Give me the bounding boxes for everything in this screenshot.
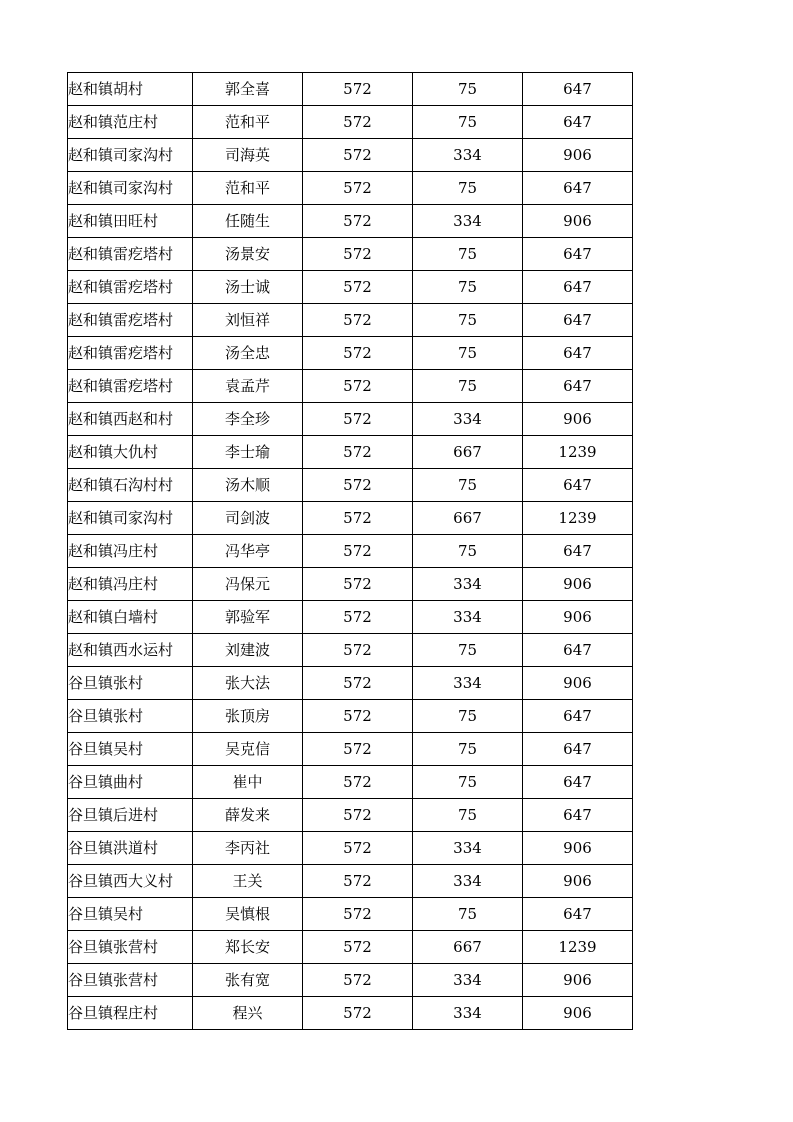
location-cell: 赵和镇司家沟村 [68,502,193,535]
total-cell: 906 [523,403,633,436]
amount-b-cell: 334 [413,139,523,172]
total-cell: 1239 [523,931,633,964]
name-cell: 冯保元 [193,568,303,601]
table-row [68,634,633,667]
location-cell: 谷旦镇吴村 [68,898,193,931]
total-cell: 647 [523,106,633,139]
total-cell: 906 [523,568,633,601]
table-row [68,766,633,799]
amount-a-cell: 572 [303,337,413,370]
location-cell: 谷旦镇洪道村 [68,832,193,865]
amount-b-cell: 667 [413,502,523,535]
location-cell: 谷旦镇张村 [68,667,193,700]
location-cell: 赵和镇雷疙塔村 [68,271,193,304]
total-cell: 647 [523,271,633,304]
amount-b-cell: 334 [413,865,523,898]
total-cell: 647 [523,799,633,832]
location-cell: 赵和镇胡村 [68,73,193,106]
location-cell: 谷旦镇吴村 [68,733,193,766]
name-cell: 冯华亭 [193,535,303,568]
amount-b-cell: 75 [413,898,523,931]
amount-a-cell: 572 [303,436,413,469]
amount-a-cell: 572 [303,601,413,634]
table-row [68,733,633,766]
name-cell: 郑长安 [193,931,303,964]
amount-b-cell: 334 [413,568,523,601]
total-cell: 647 [523,172,633,205]
table-row [68,172,633,205]
name-cell: 薛发来 [193,799,303,832]
amount-a-cell: 572 [303,568,413,601]
name-cell: 李丙社 [193,832,303,865]
total-cell: 906 [523,997,633,1030]
data-table [67,72,633,1030]
name-cell: 吴克信 [193,733,303,766]
location-cell: 赵和镇雷疙塔村 [68,337,193,370]
location-cell: 赵和镇司家沟村 [68,139,193,172]
amount-b-cell: 667 [413,436,523,469]
amount-a-cell: 572 [303,799,413,832]
location-cell: 赵和镇范庄村 [68,106,193,139]
total-cell: 647 [523,73,633,106]
table-row [68,601,633,634]
amount-a-cell: 572 [303,931,413,964]
amount-b-cell: 667 [413,931,523,964]
amount-b-cell: 75 [413,700,523,733]
table-row [68,898,633,931]
name-cell: 刘恒祥 [193,304,303,337]
table-row [68,469,633,502]
total-cell: 906 [523,205,633,238]
amount-b-cell: 75 [413,766,523,799]
total-cell: 647 [523,733,633,766]
name-cell: 汤全忠 [193,337,303,370]
name-cell: 程兴 [193,997,303,1030]
amount-a-cell: 572 [303,898,413,931]
location-cell: 赵和镇雷疙塔村 [68,370,193,403]
amount-b-cell: 75 [413,304,523,337]
total-cell: 647 [523,535,633,568]
amount-b-cell: 334 [413,403,523,436]
amount-b-cell: 75 [413,106,523,139]
amount-b-cell: 334 [413,964,523,997]
name-cell: 郭全喜 [193,73,303,106]
amount-b-cell: 75 [413,733,523,766]
total-cell: 647 [523,370,633,403]
name-cell: 范和平 [193,172,303,205]
table-body [68,73,633,1030]
amount-a-cell: 572 [303,271,413,304]
table-row [68,106,633,139]
location-cell: 赵和镇大仇村 [68,436,193,469]
table-row [68,205,633,238]
total-cell: 906 [523,601,633,634]
total-cell: 647 [523,700,633,733]
location-cell: 赵和镇冯庄村 [68,535,193,568]
name-cell: 崔中 [193,766,303,799]
location-cell: 谷旦镇后进村 [68,799,193,832]
amount-b-cell: 334 [413,205,523,238]
amount-b-cell: 75 [413,73,523,106]
total-cell: 906 [523,139,633,172]
total-cell: 647 [523,469,633,502]
name-cell: 袁孟芹 [193,370,303,403]
location-cell: 赵和镇雷疙塔村 [68,304,193,337]
total-cell: 647 [523,634,633,667]
table-row [68,403,633,436]
amount-b-cell: 334 [413,832,523,865]
name-cell: 汤木顺 [193,469,303,502]
amount-a-cell: 572 [303,469,413,502]
table-row [68,700,633,733]
amount-b-cell: 75 [413,799,523,832]
amount-a-cell: 572 [303,502,413,535]
location-cell: 赵和镇白墙村 [68,601,193,634]
amount-b-cell: 75 [413,469,523,502]
table-row [68,832,633,865]
amount-a-cell: 572 [303,73,413,106]
amount-a-cell: 572 [303,172,413,205]
total-cell: 647 [523,766,633,799]
amount-b-cell: 75 [413,271,523,304]
amount-a-cell: 572 [303,106,413,139]
total-cell: 906 [523,865,633,898]
name-cell: 汤士诚 [193,271,303,304]
table-row [68,502,633,535]
name-cell: 任随生 [193,205,303,238]
amount-a-cell: 572 [303,766,413,799]
table-row [68,865,633,898]
amount-a-cell: 572 [303,634,413,667]
total-cell: 906 [523,964,633,997]
amount-a-cell: 572 [303,370,413,403]
name-cell: 王关 [193,865,303,898]
amount-b-cell: 75 [413,535,523,568]
amount-b-cell: 334 [413,997,523,1030]
total-cell: 647 [523,238,633,271]
name-cell: 刘建波 [193,634,303,667]
amount-a-cell: 572 [303,304,413,337]
amount-b-cell: 75 [413,337,523,370]
table-row [68,799,633,832]
name-cell: 李士瑜 [193,436,303,469]
table-row [68,271,633,304]
table-row [68,436,633,469]
name-cell: 司剑波 [193,502,303,535]
location-cell: 赵和镇雷疙塔村 [68,238,193,271]
location-cell: 赵和镇西水运村 [68,634,193,667]
location-cell: 赵和镇石沟村村 [68,469,193,502]
total-cell: 1239 [523,502,633,535]
location-cell: 赵和镇西赵和村 [68,403,193,436]
table-row [68,997,633,1030]
table-row [68,139,633,172]
name-cell: 张大法 [193,667,303,700]
table-row [68,304,633,337]
amount-a-cell: 572 [303,667,413,700]
total-cell: 647 [523,337,633,370]
table-row [68,964,633,997]
table-row [68,370,633,403]
location-cell: 谷旦镇程庄村 [68,997,193,1030]
amount-a-cell: 572 [303,205,413,238]
amount-b-cell: 75 [413,634,523,667]
name-cell: 李全珍 [193,403,303,436]
amount-a-cell: 572 [303,865,413,898]
table-row [68,238,633,271]
amount-a-cell: 572 [303,733,413,766]
table-row [68,535,633,568]
amount-a-cell: 572 [303,139,413,172]
table-row [68,667,633,700]
amount-a-cell: 572 [303,700,413,733]
location-cell: 谷旦镇张营村 [68,931,193,964]
location-cell: 赵和镇冯庄村 [68,568,193,601]
name-cell: 郭验军 [193,601,303,634]
amount-b-cell: 75 [413,370,523,403]
table-row [68,568,633,601]
name-cell: 张有宽 [193,964,303,997]
amount-b-cell: 334 [413,601,523,634]
location-cell: 赵和镇司家沟村 [68,172,193,205]
name-cell: 吴慎根 [193,898,303,931]
amount-a-cell: 572 [303,403,413,436]
total-cell: 647 [523,304,633,337]
table-row [68,931,633,964]
name-cell: 司海英 [193,139,303,172]
location-cell: 谷旦镇西大义村 [68,865,193,898]
name-cell: 张顶房 [193,700,303,733]
amount-b-cell: 75 [413,172,523,205]
amount-a-cell: 572 [303,997,413,1030]
location-cell: 谷旦镇曲村 [68,766,193,799]
amount-a-cell: 572 [303,832,413,865]
location-cell: 赵和镇田旺村 [68,205,193,238]
amount-b-cell: 334 [413,667,523,700]
amount-a-cell: 572 [303,238,413,271]
total-cell: 906 [523,667,633,700]
location-cell: 谷旦镇张村 [68,700,193,733]
name-cell: 汤景安 [193,238,303,271]
total-cell: 1239 [523,436,633,469]
total-cell: 647 [523,898,633,931]
amount-a-cell: 572 [303,964,413,997]
table-row [68,73,633,106]
amount-a-cell: 572 [303,535,413,568]
location-cell: 谷旦镇张营村 [68,964,193,997]
total-cell: 906 [523,832,633,865]
name-cell: 范和平 [193,106,303,139]
table-row [68,337,633,370]
amount-b-cell: 75 [413,238,523,271]
